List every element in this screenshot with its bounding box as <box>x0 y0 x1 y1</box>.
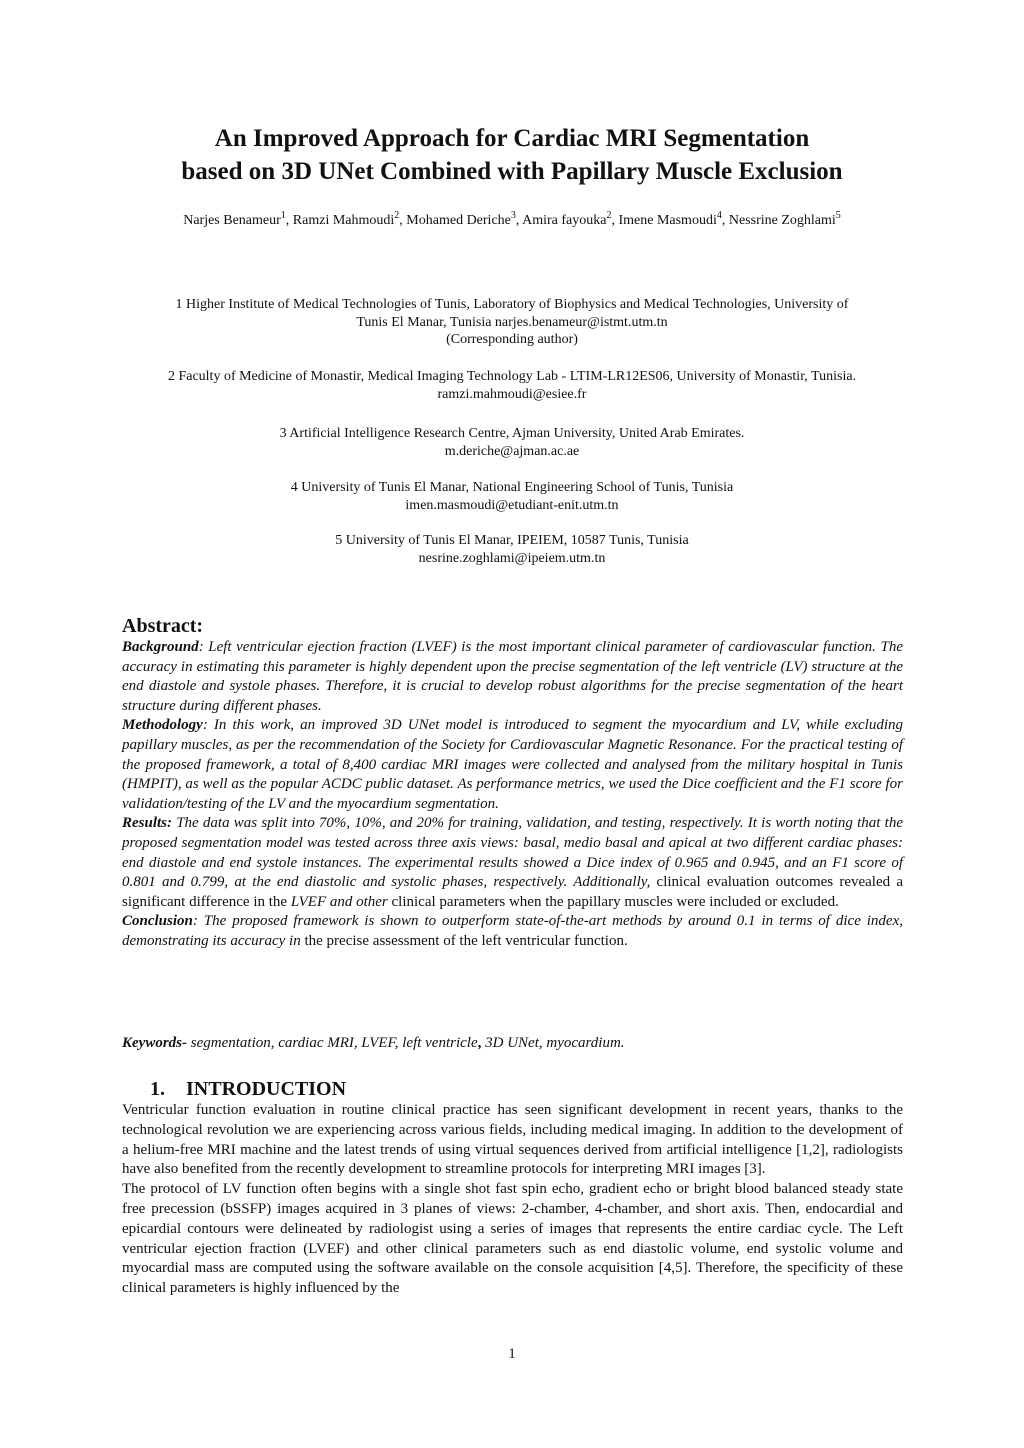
author: Narjes Benameur$^1$, <box>183 210 293 228</box>
affiliation-5: 5 University of Tunis El Manar, IPEIEM, 10587 Tunis, Tunisia nesrine.zoghlami@ipeiem.utm.tn <box>335 533 689 566</box>
author: Nessrine Zoghlami$^5$ <box>728 210 841 228</box>
abstract-conclusion: Conclusion: The proposed framework is shown to outperform state-of-the-art methods by around 0.1 in terms of dice index, demonstrating its accuracy in the precise assessment of the left ventricular function. <box>122 913 903 949</box>
title-line-2: based on 3D UNet Combined with Papillary Muscle Exclusion <box>181 158 843 185</box>
author: Mohamed Deriche$^3$, <box>406 210 523 228</box>
intro-paragraph-1: Ventricular function evaluation in routine clinical practice has seen significant development in recent years, thanks to the technological revolution we are experiencing across various fields, including medical imaging. In addition to the development of a helium-free MRI machine and the latest trends of using virtual sequences derived from artificial intelligence [1,2], radiologists have also benefited from the recently development to streamline protocols for interpreting MRI images [3]. <box>122 1102 903 1178</box>
title-line-1: An Improved Approach for Cardiac MRI Segmentation <box>214 125 810 152</box>
author: Amira fayouka$^2$, <box>522 210 619 228</box>
affiliation-2: 2 Faculty of Medicine of Monastir, Medical Imaging Technology Lab - LTIM-LR12ES06, University of Monastir, Tunisia. ramzi.mahmoudi@esiee.fr <box>167 369 857 402</box>
affiliation-4: 4 University of Tunis El Manar, National Engineering School of Tunis, Tunisia imen.masmoudi@etudiant-enit.utm.tn <box>290 480 734 513</box>
introduction-body <box>122 1101 903 1299</box>
abstract-body <box>122 638 903 952</box>
abstract-heading: Abstract: <box>122 615 204 637</box>
page-number: 1 <box>508 1346 516 1362</box>
author: Ramzi Mahmoudi$^2$, <box>292 210 407 228</box>
keywords: Keywords- segmentation, cardiac MRI, LVEF, left ventricle, 3D UNet, myocardium. <box>122 1035 625 1051</box>
section-heading-introduction: 1. INTRODUCTION <box>150 1078 347 1100</box>
abstract-results: Results: The data was split into 70%, 10%, and 20% for training, validation, and testing, respectively. It is worth noting that the proposed segmentation model was tested across three axis views: basal, medio basal and apical at two different cardiac phases: end diastole and end systole instances. The experimental results showed a Dice index of 0.965 and 0.945, and an F1 score of 0.801 and 0.799, at the end diastolic and systolic phases, respectively. Additionally, clinical evaluation outcomes revealed a significant difference in the LVEF and other clinical parameters when the papillary muscles were included or excluded. <box>122 815 903 910</box>
abstract-methodology: Methodology: In this work, an improved 3D UNet model is introduced to segment the myocardium and LV, while excluding papillary muscles, as per the recommendation of the Society for Cardiovascular Magnetic Resonance. For the practical testing of the proposed framework, a total of 8,400 cardiac MRI images were collected and analysed from the military hospital in Tunis (HMPIT), as well as the popular ACDC public dataset. As performance metrics, we used the Dice coefficient and the F1 score for validation/testing of the LV and the myocardium segmentation. <box>122 717 903 812</box>
paper-title <box>100 122 924 188</box>
author: Imene Masmoudi$^4$, <box>618 210 729 228</box>
abstract-background: Background: Left ventricular ejection fraction (LVEF) is the most important clinical parameter of cardiovascular function. The accuracy in estimating this parameter is highly dependent upon the precise segmentation of the left ventricle (LV) structure at the end diastole and systole phases. Therefore, it is crucial to develop robust algorithms for the precise segmentation of the heart structure during different phases. <box>122 639 903 714</box>
author-list <box>150 208 874 234</box>
intro-paragraph-2: The protocol of LV function often begins with a single shot fast spin echo, gradient echo or bright blood balanced steady state free precession (bSSFP) images acquired in 3 planes of views: 2-chamber, 4-chamber, and short axis. Then, endocardial and epicardial contours were delineated by radiologist using a series of images that represents the entire cardiac cycle. The Left ventricular ejection fraction (LVEF) and other clinical parameters such as end diastolic volume, end systolic volume and myocardial mass are computed using the software available on the console acquisition [4,5]. Therefore, the specificity of these clinical parameters is highly influenced by the <box>122 1181 903 1297</box>
affiliation-3: 3 Artificial Intelligence Research Centre, Ajman University, United Arab Emirates. m.deriche@ajman.ac.ae <box>279 426 745 459</box>
affiliation-1: 1 Higher Institute of Medical Technologies of Tunis, Laboratory of Biophysics and Medical Technologies, University of Tunis El Manar, Tunisia narjes.benameur@istmt.utm.tn (Corresponding author) <box>175 297 849 347</box>
